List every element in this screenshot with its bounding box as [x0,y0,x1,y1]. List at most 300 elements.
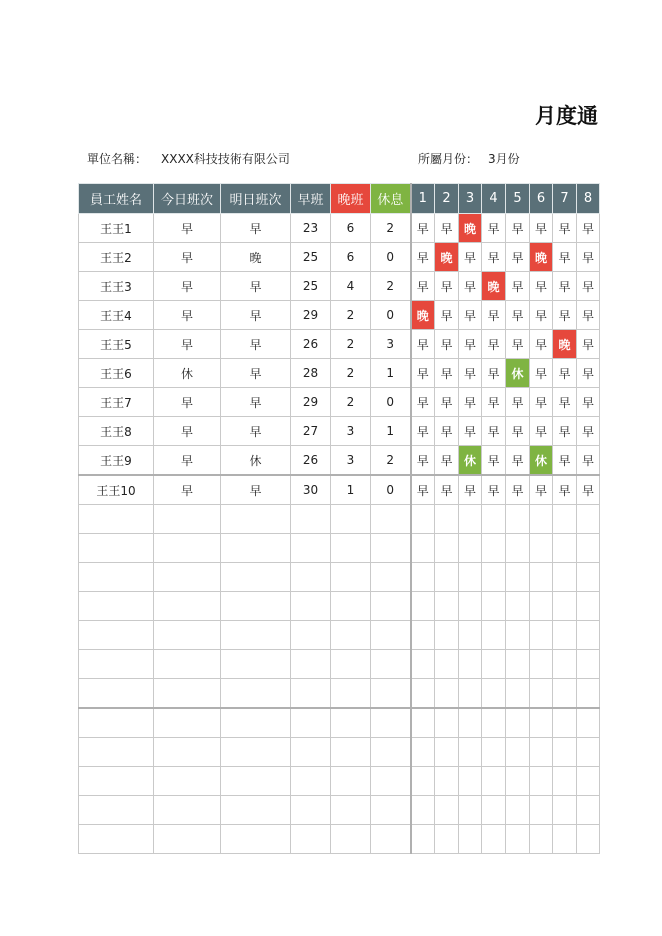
empty-cell[interactable] [411,621,435,650]
today-shift-cell[interactable]: 早 [154,388,221,417]
empty-cell[interactable] [459,505,482,534]
tomorrow-shift-cell[interactable]: 早 [221,475,291,505]
day-shift-cell[interactable]: 早 [553,359,577,388]
employee-name-cell[interactable]: 王王9 [79,446,154,476]
empty-cell[interactable] [435,679,459,709]
empty-cell[interactable] [577,825,600,854]
empty-cell[interactable] [435,825,459,854]
empty-cell[interactable] [411,679,435,709]
empty-cell[interactable] [530,708,553,738]
day-shift-cell[interactable]: 早 [553,272,577,301]
empty-cell[interactable] [482,708,506,738]
empty-cell[interactable] [435,592,459,621]
early-count-cell[interactable]: 26 [291,330,331,359]
empty-cell[interactable] [371,738,411,767]
employee-name-cell[interactable]: 王王4 [79,301,154,330]
day-shift-cell[interactable]: 早 [482,359,506,388]
empty-cell[interactable] [291,621,331,650]
empty-cell[interactable] [459,796,482,825]
empty-cell[interactable] [482,621,506,650]
empty-cell[interactable] [482,563,506,592]
empty-cell[interactable] [79,563,154,592]
day-shift-cell[interactable]: 早 [530,301,553,330]
empty-cell[interactable] [459,825,482,854]
late-count-cell[interactable]: 2 [331,301,371,330]
day-shift-cell[interactable]: 早 [435,359,459,388]
day-shift-cell[interactable]: 早 [506,301,530,330]
empty-cell[interactable] [411,708,435,738]
empty-cell[interactable] [221,534,291,563]
empty-cell[interactable] [530,767,553,796]
empty-cell[interactable] [154,738,221,767]
day-shift-cell[interactable]: 早 [506,243,530,272]
empty-cell[interactable] [435,708,459,738]
empty-cell[interactable] [411,534,435,563]
empty-cell[interactable] [291,825,331,854]
rest-count-cell[interactable]: 0 [371,475,411,505]
day-shift-cell[interactable]: 早 [553,446,577,476]
day-shift-cell[interactable]: 早 [411,214,435,243]
empty-cell[interactable] [553,650,577,679]
day-shift-cell[interactable]: 早 [482,330,506,359]
empty-cell[interactable] [530,621,553,650]
empty-cell[interactable] [482,592,506,621]
empty-cell[interactable] [482,679,506,709]
empty-cell[interactable] [371,825,411,854]
day-shift-cell[interactable]: 早 [411,272,435,301]
tomorrow-shift-cell[interactable]: 早 [221,301,291,330]
empty-cell[interactable] [79,796,154,825]
empty-cell[interactable] [371,592,411,621]
day-shift-cell[interactable]: 晚 [482,272,506,301]
empty-cell[interactable] [459,708,482,738]
empty-cell[interactable] [506,505,530,534]
late-count-cell[interactable]: 1 [331,475,371,505]
empty-cell[interactable] [291,563,331,592]
day-shift-cell[interactable]: 早 [506,475,530,505]
day-shift-cell[interactable]: 早 [577,446,600,476]
day-shift-cell[interactable]: 早 [435,301,459,330]
empty-cell[interactable] [79,679,154,709]
tomorrow-shift-cell[interactable]: 晚 [221,243,291,272]
day-shift-cell[interactable]: 早 [553,417,577,446]
day-shift-cell[interactable]: 早 [553,301,577,330]
day-shift-cell[interactable]: 休 [530,446,553,476]
rest-count-cell[interactable]: 1 [371,359,411,388]
day-shift-cell[interactable]: 早 [553,475,577,505]
today-shift-cell[interactable]: 早 [154,301,221,330]
early-count-cell[interactable]: 26 [291,446,331,476]
day-shift-cell[interactable]: 晚 [435,243,459,272]
day-shift-cell[interactable]: 早 [577,475,600,505]
empty-cell[interactable] [79,650,154,679]
day-shift-cell[interactable]: 早 [530,330,553,359]
empty-cell[interactable] [291,592,331,621]
day-shift-cell[interactable]: 早 [435,330,459,359]
empty-cell[interactable] [459,592,482,621]
day-shift-cell[interactable]: 晚 [530,243,553,272]
day-shift-cell[interactable]: 早 [482,446,506,476]
employee-name-cell[interactable]: 王王10 [79,475,154,505]
empty-cell[interactable] [291,738,331,767]
empty-cell[interactable] [411,796,435,825]
today-shift-cell[interactable]: 早 [154,272,221,301]
day-shift-cell[interactable]: 早 [530,417,553,446]
empty-cell[interactable] [79,534,154,563]
day-shift-cell[interactable]: 早 [459,359,482,388]
empty-cell[interactable] [506,534,530,563]
day-shift-cell[interactable]: 早 [506,417,530,446]
day-shift-cell[interactable]: 早 [577,272,600,301]
empty-cell[interactable] [221,505,291,534]
empty-cell[interactable] [435,650,459,679]
empty-cell[interactable] [79,825,154,854]
late-count-cell[interactable]: 2 [331,330,371,359]
rest-count-cell[interactable]: 1 [371,417,411,446]
empty-cell[interactable] [331,738,371,767]
late-count-cell[interactable]: 2 [331,359,371,388]
day-shift-cell[interactable]: 早 [577,417,600,446]
empty-cell[interactable] [530,825,553,854]
empty-cell[interactable] [459,621,482,650]
early-count-cell[interactable]: 29 [291,301,331,330]
early-count-cell[interactable]: 28 [291,359,331,388]
empty-cell[interactable] [459,563,482,592]
empty-cell[interactable] [331,767,371,796]
empty-cell[interactable] [371,563,411,592]
empty-cell[interactable] [291,796,331,825]
day-shift-cell[interactable]: 早 [506,388,530,417]
day-shift-cell[interactable]: 早 [577,301,600,330]
empty-cell[interactable] [154,796,221,825]
empty-cell[interactable] [411,738,435,767]
empty-cell[interactable] [371,767,411,796]
empty-cell[interactable] [577,767,600,796]
day-shift-cell[interactable]: 早 [506,214,530,243]
day-shift-cell[interactable]: 晚 [411,301,435,330]
empty-cell[interactable] [577,534,600,563]
employee-name-cell[interactable]: 王王8 [79,417,154,446]
tomorrow-shift-cell[interactable]: 休 [221,446,291,476]
tomorrow-shift-cell[interactable]: 早 [221,417,291,446]
company-value[interactable]: XXXX科技技術有限公司 [161,152,290,166]
day-shift-cell[interactable]: 早 [411,330,435,359]
day-shift-cell[interactable]: 晚 [459,214,482,243]
empty-cell[interactable] [459,738,482,767]
empty-cell[interactable] [221,650,291,679]
empty-cell[interactable] [371,621,411,650]
day-shift-cell[interactable]: 早 [435,417,459,446]
empty-cell[interactable] [459,650,482,679]
late-count-cell[interactable]: 2 [331,388,371,417]
empty-cell[interactable] [577,563,600,592]
empty-cell[interactable] [371,796,411,825]
empty-cell[interactable] [530,563,553,592]
empty-cell[interactable] [331,708,371,738]
empty-cell[interactable] [331,796,371,825]
empty-cell[interactable] [221,767,291,796]
empty-cell[interactable] [411,767,435,796]
empty-cell[interactable] [553,505,577,534]
empty-cell[interactable] [79,708,154,738]
empty-cell[interactable] [79,621,154,650]
empty-cell[interactable] [435,796,459,825]
rest-count-cell[interactable]: 2 [371,446,411,476]
day-shift-cell[interactable]: 早 [577,388,600,417]
empty-cell[interactable] [553,621,577,650]
empty-cell[interactable] [154,563,221,592]
empty-cell[interactable] [331,505,371,534]
rest-count-cell[interactable]: 0 [371,301,411,330]
empty-cell[interactable] [79,592,154,621]
day-shift-cell[interactable]: 早 [411,417,435,446]
empty-cell[interactable] [553,796,577,825]
empty-cell[interactable] [79,767,154,796]
empty-cell[interactable] [506,650,530,679]
day-shift-cell[interactable]: 早 [459,475,482,505]
empty-cell[interactable] [331,592,371,621]
day-shift-cell[interactable]: 早 [530,359,553,388]
empty-cell[interactable] [530,679,553,709]
day-shift-cell[interactable]: 休 [459,446,482,476]
day-shift-cell[interactable]: 早 [459,388,482,417]
day-shift-cell[interactable]: 早 [482,214,506,243]
empty-cell[interactable] [221,825,291,854]
empty-cell[interactable] [154,650,221,679]
day-shift-cell[interactable]: 早 [530,214,553,243]
day-shift-cell[interactable]: 早 [553,243,577,272]
day-shift-cell[interactable]: 早 [435,272,459,301]
today-shift-cell[interactable]: 早 [154,446,221,476]
empty-cell[interactable] [530,738,553,767]
empty-cell[interactable] [553,825,577,854]
day-shift-cell[interactable]: 早 [411,388,435,417]
empty-cell[interactable] [291,767,331,796]
rest-count-cell[interactable]: 3 [371,330,411,359]
empty-cell[interactable] [371,650,411,679]
empty-cell[interactable] [506,738,530,767]
empty-cell[interactable] [154,621,221,650]
empty-cell[interactable] [482,534,506,563]
empty-cell[interactable] [154,708,221,738]
empty-cell[interactable] [530,592,553,621]
empty-cell[interactable] [371,534,411,563]
empty-cell[interactable] [291,534,331,563]
empty-cell[interactable] [411,592,435,621]
late-count-cell[interactable]: 6 [331,214,371,243]
empty-cell[interactable] [331,650,371,679]
day-shift-cell[interactable]: 早 [411,359,435,388]
empty-cell[interactable] [221,679,291,709]
empty-cell[interactable] [154,825,221,854]
empty-cell[interactable] [482,825,506,854]
early-count-cell[interactable]: 25 [291,243,331,272]
month-value[interactable]: 3月份 [488,152,520,166]
today-shift-cell[interactable]: 早 [154,330,221,359]
empty-cell[interactable] [411,650,435,679]
employee-name-cell[interactable]: 王王3 [79,272,154,301]
empty-cell[interactable] [553,679,577,709]
day-shift-cell[interactable]: 早 [459,417,482,446]
empty-cell[interactable] [553,767,577,796]
today-shift-cell[interactable]: 早 [154,214,221,243]
late-count-cell[interactable]: 6 [331,243,371,272]
employee-name-cell[interactable]: 王王5 [79,330,154,359]
employee-name-cell[interactable]: 王王1 [79,214,154,243]
day-shift-cell[interactable]: 早 [482,243,506,272]
empty-cell[interactable] [331,534,371,563]
day-shift-cell[interactable]: 晚 [553,330,577,359]
empty-cell[interactable] [154,679,221,709]
empty-cell[interactable] [577,505,600,534]
empty-cell[interactable] [331,563,371,592]
late-count-cell[interactable]: 4 [331,272,371,301]
day-shift-cell[interactable]: 休 [506,359,530,388]
early-count-cell[interactable]: 25 [291,272,331,301]
day-shift-cell[interactable]: 早 [435,475,459,505]
late-count-cell[interactable]: 3 [331,446,371,476]
empty-cell[interactable] [577,679,600,709]
tomorrow-shift-cell[interactable]: 早 [221,388,291,417]
rest-count-cell[interactable]: 0 [371,388,411,417]
empty-cell[interactable] [291,679,331,709]
day-shift-cell[interactable]: 早 [530,388,553,417]
rest-count-cell[interactable]: 0 [371,243,411,272]
tomorrow-shift-cell[interactable]: 早 [221,359,291,388]
early-count-cell[interactable]: 23 [291,214,331,243]
empty-cell[interactable] [577,592,600,621]
employee-name-cell[interactable]: 王王7 [79,388,154,417]
empty-cell[interactable] [331,679,371,709]
empty-cell[interactable] [506,708,530,738]
empty-cell[interactable] [553,738,577,767]
tomorrow-shift-cell[interactable]: 早 [221,214,291,243]
day-shift-cell[interactable]: 早 [577,243,600,272]
empty-cell[interactable] [506,825,530,854]
empty-cell[interactable] [435,534,459,563]
empty-cell[interactable] [459,534,482,563]
empty-cell[interactable] [553,708,577,738]
day-shift-cell[interactable]: 早 [459,330,482,359]
empty-cell[interactable] [482,738,506,767]
rest-count-cell[interactable]: 2 [371,272,411,301]
day-shift-cell[interactable]: 早 [482,417,506,446]
day-shift-cell[interactable]: 早 [482,388,506,417]
employee-name-cell[interactable]: 王王2 [79,243,154,272]
empty-cell[interactable] [371,679,411,709]
empty-cell[interactable] [459,679,482,709]
early-count-cell[interactable]: 29 [291,388,331,417]
day-shift-cell[interactable]: 早 [435,446,459,476]
rest-count-cell[interactable]: 2 [371,214,411,243]
empty-cell[interactable] [79,505,154,534]
empty-cell[interactable] [553,534,577,563]
empty-cell[interactable] [530,650,553,679]
empty-cell[interactable] [506,679,530,709]
empty-cell[interactable] [154,534,221,563]
empty-cell[interactable] [221,592,291,621]
today-shift-cell[interactable]: 早 [154,417,221,446]
empty-cell[interactable] [221,738,291,767]
empty-cell[interactable] [506,592,530,621]
day-shift-cell[interactable]: 早 [459,301,482,330]
day-shift-cell[interactable]: 早 [530,272,553,301]
early-count-cell[interactable]: 27 [291,417,331,446]
empty-cell[interactable] [506,563,530,592]
day-shift-cell[interactable]: 早 [435,214,459,243]
empty-cell[interactable] [482,767,506,796]
day-shift-cell[interactable]: 早 [459,272,482,301]
empty-cell[interactable] [435,767,459,796]
empty-cell[interactable] [154,505,221,534]
tomorrow-shift-cell[interactable]: 早 [221,272,291,301]
empty-cell[interactable] [291,650,331,679]
empty-cell[interactable] [411,825,435,854]
empty-cell[interactable] [553,592,577,621]
empty-cell[interactable] [435,563,459,592]
empty-cell[interactable] [530,534,553,563]
empty-cell[interactable] [411,563,435,592]
day-shift-cell[interactable]: 早 [577,359,600,388]
day-shift-cell[interactable]: 早 [553,214,577,243]
empty-cell[interactable] [482,650,506,679]
empty-cell[interactable] [411,505,435,534]
empty-cell[interactable] [482,505,506,534]
day-shift-cell[interactable]: 早 [411,243,435,272]
empty-cell[interactable] [331,825,371,854]
empty-cell[interactable] [530,796,553,825]
day-shift-cell[interactable]: 早 [577,330,600,359]
empty-cell[interactable] [291,708,331,738]
empty-cell[interactable] [506,767,530,796]
day-shift-cell[interactable]: 早 [482,301,506,330]
day-shift-cell[interactable]: 早 [506,272,530,301]
empty-cell[interactable] [459,767,482,796]
day-shift-cell[interactable]: 早 [553,388,577,417]
empty-cell[interactable] [482,796,506,825]
late-count-cell[interactable]: 3 [331,417,371,446]
empty-cell[interactable] [577,650,600,679]
empty-cell[interactable] [435,505,459,534]
day-shift-cell[interactable]: 早 [435,388,459,417]
empty-cell[interactable] [371,505,411,534]
day-shift-cell[interactable]: 早 [411,446,435,476]
early-count-cell[interactable]: 30 [291,475,331,505]
empty-cell[interactable] [435,621,459,650]
empty-cell[interactable] [221,796,291,825]
day-shift-cell[interactable]: 早 [530,475,553,505]
day-shift-cell[interactable]: 早 [459,243,482,272]
empty-cell[interactable] [291,505,331,534]
day-shift-cell[interactable]: 早 [577,214,600,243]
empty-cell[interactable] [530,505,553,534]
empty-cell[interactable] [435,738,459,767]
empty-cell[interactable] [577,738,600,767]
day-shift-cell[interactable]: 早 [506,330,530,359]
empty-cell[interactable] [506,796,530,825]
empty-cell[interactable] [154,767,221,796]
employee-name-cell[interactable]: 王王6 [79,359,154,388]
empty-cell[interactable] [154,592,221,621]
day-shift-cell[interactable]: 早 [482,475,506,505]
today-shift-cell[interactable]: 休 [154,359,221,388]
empty-cell[interactable] [221,708,291,738]
empty-cell[interactable] [577,621,600,650]
empty-cell[interactable] [506,621,530,650]
empty-cell[interactable] [221,563,291,592]
empty-cell[interactable] [553,563,577,592]
empty-cell[interactable] [79,738,154,767]
